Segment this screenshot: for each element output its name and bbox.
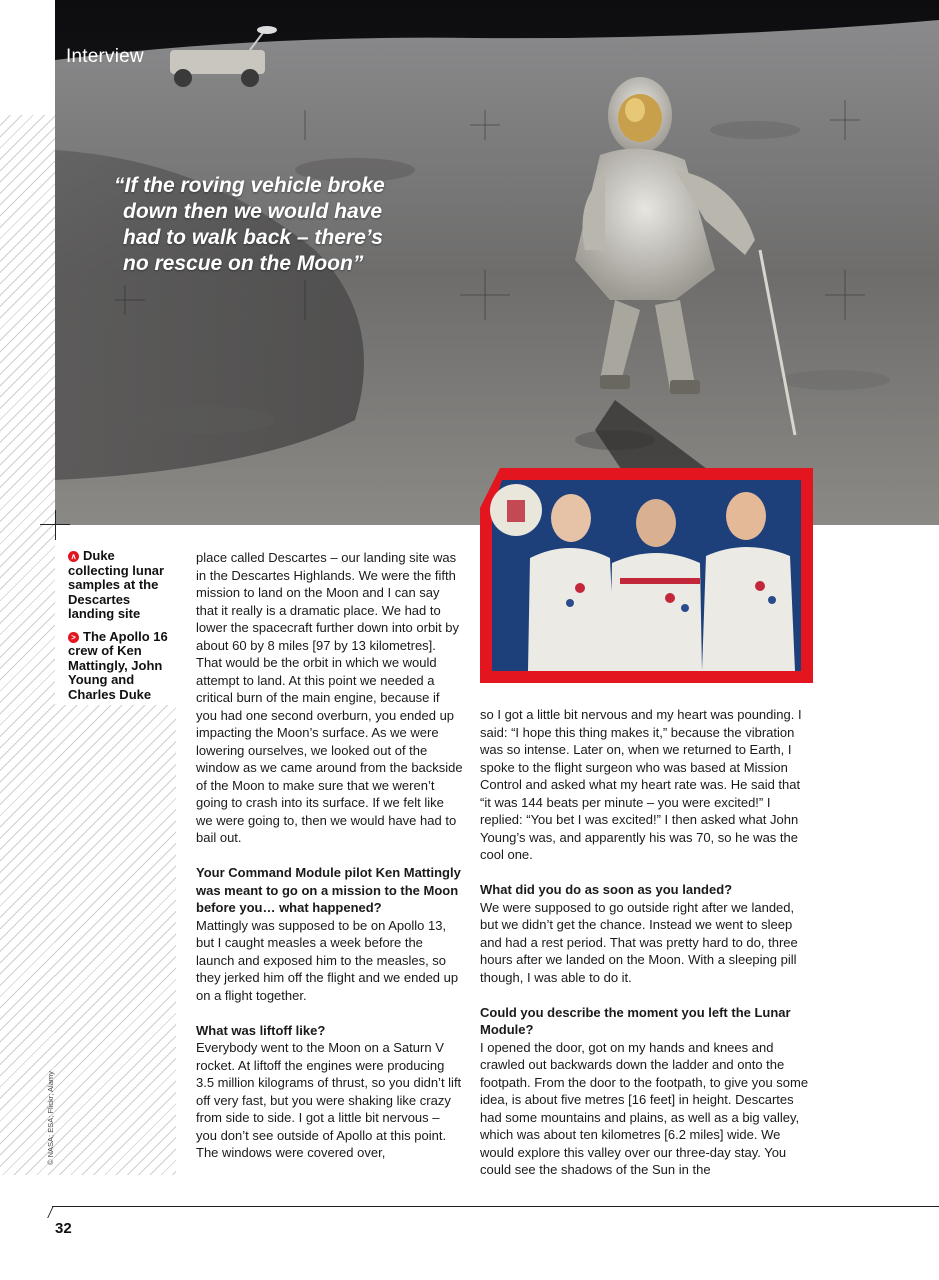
pull-quote-line: down then we would have (123, 200, 383, 223)
article-column-2 (480, 706, 812, 1179)
hatch-pattern-caption (55, 705, 176, 1175)
crew-photo (480, 468, 813, 683)
interview-question: Could you describe the moment you left the Lunar Module? (480, 1004, 791, 1037)
crop-mark-left-v (55, 510, 56, 540)
photo-captions (68, 549, 176, 710)
crew-photo-image (480, 468, 813, 683)
interview-question: What was liftoff like? (196, 1022, 326, 1038)
caret-up-icon: ∧ (68, 551, 79, 562)
qa-block (196, 1022, 464, 1162)
interview-question: What did you do as soon as you landed? (480, 882, 733, 897)
interview-answer: Everybody went to the Moon on a Saturn V rocket. At liftoff the engines were producing 3.5 million kilograms of thrust, so you didn’t lift off very fast, but you were shaking like crazy from side to side. I got a little bit nervous – you don’t see outside of Apollo at this point. The windows were covered over, (196, 1040, 462, 1160)
body-paragraph: place called Descartes – our landing site was in the Descartes Highlands. We were the fifth mission to land on the Moon and I can say that it really is a dramatic place. We had to lower the spacecraft further down into orbit by about 60 by 8 miles [97 by 13 kilometres]. That would be the orbit in which we would attempt to land. At this point we needed a critical burn of the main engine, because if you had one second overburn, you ended up impacting the Moon’s surface. As we were lowering ourselves, we looked out of the window as we came around from the backside of the Moon to make sure that we weren’t going to crash into its surface. If we felt like we were going to, then we would have had to bail out. (196, 550, 463, 845)
interview-answer: I opened the door, got on my hands and knees and crawled out backwards down the ladder and onto the footpath. From the door to the footpath, to give you some idea, is about five metres [16 feet] in height. Descartes had some mountains and plains, as well as a big valley, which was about ten kilometres [6.2 miles] wide. We would explore this valley over our three-day stay. You could see the shadows of the Sun in the (480, 1039, 809, 1177)
hatch-pattern-left (0, 115, 55, 1175)
pull-quote-line: “If the roving vehicle broke (114, 174, 385, 197)
article-column-1 (196, 549, 464, 1162)
photo-credit: © NASA; ESA; Flickr; Alamy (46, 1071, 55, 1165)
qa-block (480, 1004, 812, 1179)
page-number: 32 (55, 1220, 72, 1237)
caption-text: Duke collecting lunar samples at the Descartes landing site (68, 548, 165, 621)
section-label: Interview (66, 46, 144, 67)
pull-quote-line: no rescue on the Moon” (123, 252, 364, 275)
pull-quote (114, 173, 434, 277)
qa-block (480, 881, 812, 986)
interview-question: Your Command Module pilot Ken Mattingly was meant to go on a mission to the Moon before you… what happened? (196, 865, 461, 915)
caption-crew (68, 630, 176, 703)
pull-quote-line: had to walk back – there’s (123, 226, 383, 249)
caption-text: The Apollo 16 crew of Ken Mattingly, John Young and Charles Duke (68, 628, 168, 702)
body-paragraph: so I got a little bit nervous and my heart was pounding. I said: “I hope this thing makes it,” because the vibration was so intense. Later on, when we returned to Earth, I spoke to the flight surgeon who was based at Mission Control and asked what my heart rate was. He said that “it was 144 beats per minute – you were excited!” I replied: “You bet I was excited!” I then asked what John Young’s was, and apparently his was 70, so he was the cool one. (480, 707, 802, 862)
interview-answer: Mattingly was supposed to be on Apollo 13, but I caught measles a week before the launch and exposed him to the measles, so they jerked him off the flight and we ended up on a flight together. (196, 917, 459, 1003)
interview-answer: We were supposed to go outside right after we landed, but we didn’t get the chance. Instead we went to sleep and had a rest period. That was pretty hard to do, three hours after we landed on the Moon. With a sleeping pill though, I was able to do it. (480, 899, 798, 985)
footer-rule (52, 1206, 939, 1207)
caption-lunar-samples (68, 549, 176, 622)
qa-block (196, 864, 464, 1004)
caret-right-icon: > (68, 632, 79, 643)
footer-rule-tick (47, 1206, 54, 1218)
